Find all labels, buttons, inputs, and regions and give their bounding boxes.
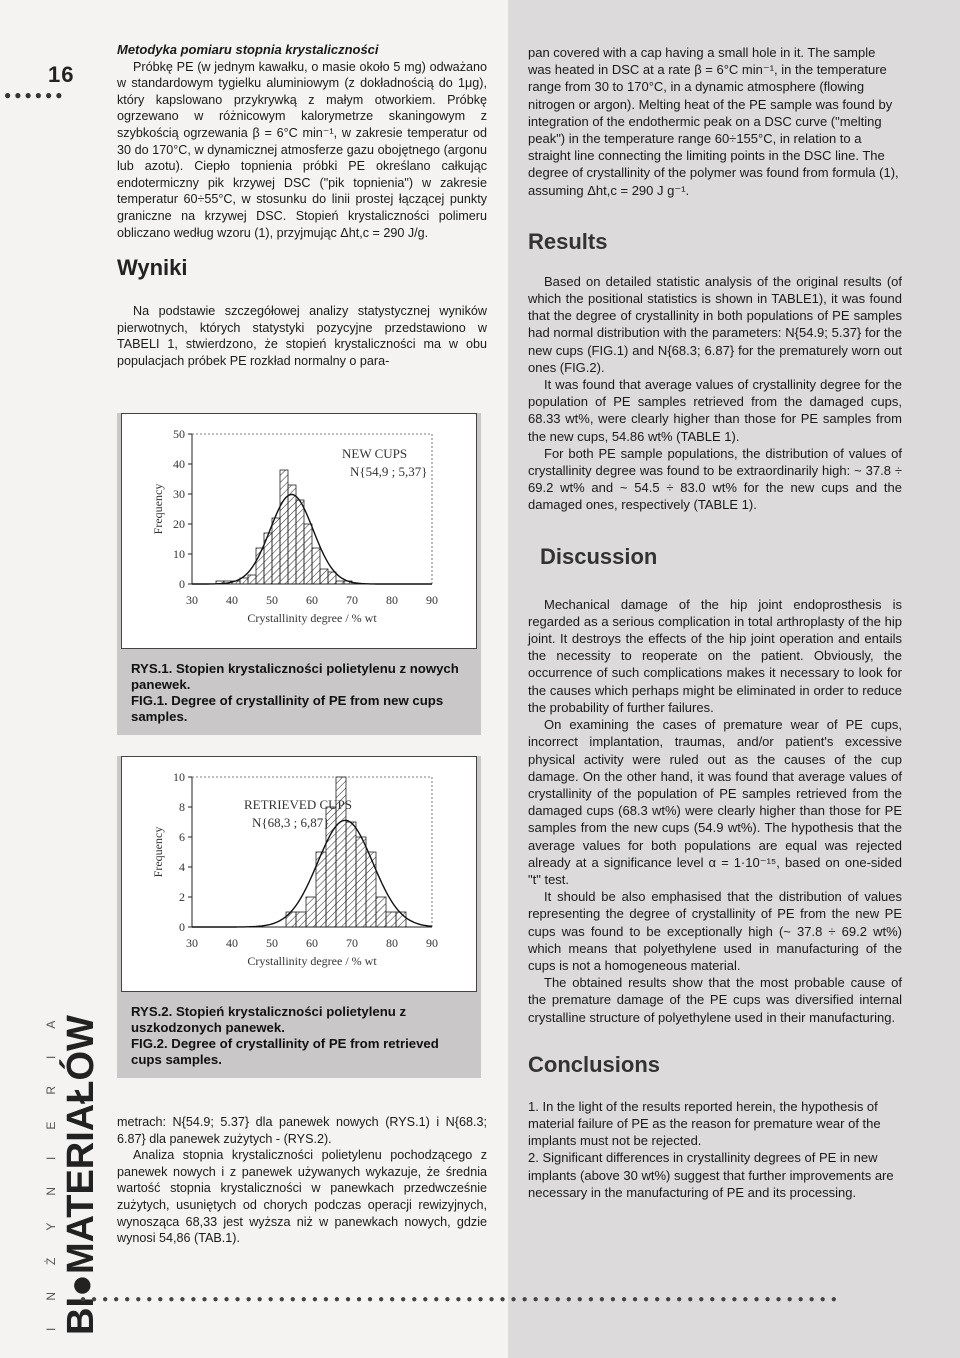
y-tick-label: 30 — [173, 487, 185, 501]
histogram-bar — [296, 912, 306, 927]
x-tick-label: 80 — [386, 936, 398, 950]
y-tick-label: 0 — [179, 577, 185, 591]
histogram-bar — [286, 912, 296, 927]
y-tick-label: 10 — [173, 770, 185, 784]
histogram-bar — [336, 581, 344, 584]
journal-logo-top: INŻYNIERIA — [44, 993, 58, 1331]
figure-1 — [117, 413, 481, 735]
figure-1-caption-en: FIG.1. Degree of crystallinity of PE from new cups samples. — [131, 693, 444, 724]
page-number: 16 — [48, 62, 75, 87]
y-tick-label: 2 — [179, 890, 185, 904]
histogram-bar — [376, 897, 386, 927]
left-column — [117, 42, 487, 370]
analysis-paragraph: Analiza stopnia krystaliczności polietylenu pochodzącego z panewek nowych i z panewek używanych wykazuje, że średnia wartość stopnia krystaliczności w panewkach przedwcześnie zużytych, usuniętych od chorych podczas operacji rewizyjnych, wynosząca 68,33 jest wyższa niż w panewkach nowych, gdzie wynosi 54,86 (TAB.1). — [117, 1148, 487, 1246]
histogram-bar — [312, 548, 320, 584]
results-paragraph-1: Based on detailed statistic analysis of the original results (of which the positional statistics is shown in TABLE1), it was found that the degree of crystallinity in both populations of PE samples had normal distribution with the parameters: N{54.9; 5.37} for the new cups (FIG.1) and N{68.3; 6.87} for the prematurely worn out ones (FIG.2). — [528, 273, 902, 375]
histogram-bar — [386, 912, 396, 927]
histogram-bar — [288, 485, 296, 584]
discussion-paragraph-3: It should be also emphasised that the distribution of values representing the degree of crystallinity of PE from the new PE cups was found to be exceptionally high (~ 37.8 ÷ 69.2 wt%) which means that polyethylene used in manufacturing of the cups is not a homogeneous material. — [528, 889, 902, 973]
x-tick-label: 30 — [186, 593, 198, 607]
conclusion-1: 1. In the light of the results reported herein, the hypothesis of material failure of PE as the reason for premature wear of the implants must not be rejected. — [528, 1098, 881, 1149]
x-tick-label: 40 — [226, 936, 238, 950]
y-tick-label: 20 — [173, 517, 185, 531]
figure-2 — [117, 756, 481, 1078]
x-tick-label: 40 — [226, 593, 238, 607]
histogram-bar — [356, 837, 366, 927]
histogram-bar — [280, 470, 288, 584]
y-axis-label: Frequency — [151, 483, 165, 535]
conclusions-heading: Conclusions — [528, 1051, 661, 1077]
params-paragraph: metrach: N{54.9; 5.37} dla panewek nowych (RYS.1) i N{68.3; 6.87} dla panewek zużytych - (RYS.2). — [117, 1115, 487, 1146]
legend-text: NEW CUPS — [342, 446, 408, 461]
histogram-bar — [248, 575, 256, 584]
figure-2-caption-pl: RYS.2. Stopień krystaliczności polietylenu z uszkodzonych panewek. — [131, 1004, 407, 1035]
histogram-bar — [304, 524, 312, 584]
discussion-paragraph-4: The obtained results show that the most probable cause of the premature damage of the PE cups was diversified internal crystalline structure of polyethylene used in their manufacturing. — [528, 975, 902, 1025]
y-tick-label: 10 — [173, 547, 185, 561]
figure-1-caption-pl: RYS.1. Stopien krystaliczności polietylenu z nowych panewek. — [131, 661, 459, 692]
x-tick-label: 70 — [346, 593, 358, 607]
figure-2-chart — [122, 757, 478, 991]
legend-text: RETRIEVED CUPS — [244, 797, 352, 812]
x-tick-label: 90 — [426, 593, 438, 607]
legend-text: N{68,3 ; 6,87} — [252, 815, 330, 830]
figure-2-plot — [121, 756, 477, 992]
wyniki-paragraph: Na podstawie szczegółowej analizy statystycznej wyników pierwotnych, których statystyki pozycyjne przedstawiono w TABELI 1, stwierdzono, że stopień krystaliczności ma w obu populacjach próbek PE rozkład normalny o para- — [117, 304, 487, 368]
histogram-bar — [296, 500, 304, 584]
figure-2-caption-en: FIG.2. Degree of crystallinity of PE from retrieved cups samples. — [131, 1036, 439, 1067]
conclusion-2: 2. Significant differences in crystallinity degrees of PE in new implants (above 30 wt%) suggest that further improvements are necessary in the manufacturing of PE and its processing. — [528, 1150, 894, 1200]
histogram-bar — [366, 852, 376, 927]
results-heading: Results — [528, 228, 608, 254]
discussion-paragraph-2: On examining the cases of premature wear of PE cups, incorrect implantation, traumas, and/or patient's excessive physical activity were ruled out as the causes of the cup damage. On the other hand, it was found that average values of crystallinity of the population of PE samples retrieved from the damaged cups (68.3 wt%) were clearly higher than those for PE samples from the new cups (54.9 wt%). The hypothesis that the average values for both populations are equal was rejected already at a significance level α = 1·10⁻¹⁵, based on one-sided "t" test. — [528, 717, 902, 887]
y-tick-label: 50 — [173, 427, 185, 441]
y-tick-label: 8 — [179, 800, 185, 814]
right-column — [528, 44, 902, 1201]
histogram-bar — [346, 822, 356, 927]
x-axis-label: Crystallinity degree / % wt — [247, 611, 377, 625]
dotted-rule-bottom: ●●●●●●●●●●●●●●●●●●●●●●●●●●●●●●●●●●●●●●●●●●●●●●●●●●●●●●●●●●●●●●●●●●●●● — [80, 1294, 842, 1305]
results-paragraph-3: For both PE sample populations, the distribution of values of crystallinity degree was found to be extraordinarily high: ~ 37.8 ÷ 69.2 wt% and ~ 54.5 ÷ 83.0 wt% for the new cups and the damaged ones, respectively (TABLE 1). — [528, 445, 902, 513]
x-tick-label: 60 — [306, 593, 318, 607]
x-tick-label: 90 — [426, 936, 438, 950]
histogram-bar — [306, 897, 316, 927]
results-paragraph-2: It was found that average values of crystallinity degree for the population of PE samples retrieved from the damaged cups, 68.33 wt%, were clearly higher than those for PE samples from the new cups, 54.86 wt% (TABLE 1). — [528, 377, 902, 444]
journal-logo — [44, 994, 103, 1335]
x-tick-label: 30 — [186, 936, 198, 950]
y-tick-label: 0 — [179, 920, 185, 934]
method-paragraph: Próbkę PE (w jednym kawałku, o masie około 5 mg) odważano w standardowym tygielku aluminiowym (z dokładnością do 1μg), który kapslowano przykrywką z małym otworkiem. Próbkę ogrzewano w różnicowym kalorymetrze skaningowym z szybkością ogrzewania β = 6°C min⁻¹, w zakresie temperatur od 30 do 170°C, w dynamicznej atmosferze gazu obojętnego (argonu lub azotu). Ciepło topnienia próbki PE określano całkując endotermiczny pik krzywej DSC ("pik topnienia") w zakresie temperatur 60÷55°C, w stosunku do linii prostej łączącej punkty graniczne na krzywej DSC. Stopień krystaliczności polimeru obliczano według wzoru (1), przyjmując Δht,c = 290 J/g. — [117, 59, 487, 240]
histogram-bar — [272, 518, 280, 584]
y-tick-label: 40 — [173, 457, 185, 471]
x-tick-label: 50 — [266, 936, 278, 950]
wyniki-heading: Wyniki — [117, 255, 188, 281]
figure-1-chart — [122, 414, 478, 648]
x-tick-label: 50 — [266, 593, 278, 607]
method-subheading: Metodyka pomiaru stopnia krystaliczności — [117, 42, 379, 57]
histogram-bar — [320, 569, 328, 584]
discussion-heading: Discussion — [540, 543, 658, 569]
legend-text: N{54,9 ; 5,37} — [350, 464, 428, 479]
x-tick-label: 70 — [346, 936, 358, 950]
dotted-rule-top: ●●●●●● — [4, 88, 66, 102]
left-column-bottom — [117, 1114, 487, 1247]
x-tick-label: 60 — [306, 936, 318, 950]
y-tick-label: 6 — [179, 830, 185, 844]
method-en-paragraph: pan covered with a cap having a small hole in it. The sample was heated in DSC at a rate β = 6°C min⁻¹, in the temperature range from 30 to 170°C, in a dynamic atmosphere (flowing nitrogen or argon). Melting heat of the PE sample was found by integration of the endothermic peak on a DSC curve ("melting peak") in the temperature range 60÷155°C, in relation to a straight line connecting the limiting points in the DSC line. The degree of crystallinity of the polymer was found from formula (1), assuming Δht,c = 290 J g⁻¹. — [528, 45, 899, 198]
x-axis-label: Crystallinity degree / % wt — [247, 954, 377, 968]
journal-logo-brand: BI●MATERIAŁÓW — [60, 1015, 102, 1335]
histogram-bar — [328, 572, 336, 584]
y-tick-label: 4 — [179, 860, 185, 874]
y-axis-label: Frequency — [151, 826, 165, 878]
x-tick-label: 80 — [386, 593, 398, 607]
discussion-paragraph-1: Mechanical damage of the hip joint endoprosthesis is regarded as a serious complication in total arthroplasty of the hip joint. It destroys the effects of the hip joint operation and entails the necessity to reoperate on the patient. Obviously, the occurrence of such complications makes it necessary to look for the causes which perhaps might be eliminated in order to reduce the probability of further failures. — [528, 596, 902, 715]
figure-1-plot — [121, 413, 477, 649]
